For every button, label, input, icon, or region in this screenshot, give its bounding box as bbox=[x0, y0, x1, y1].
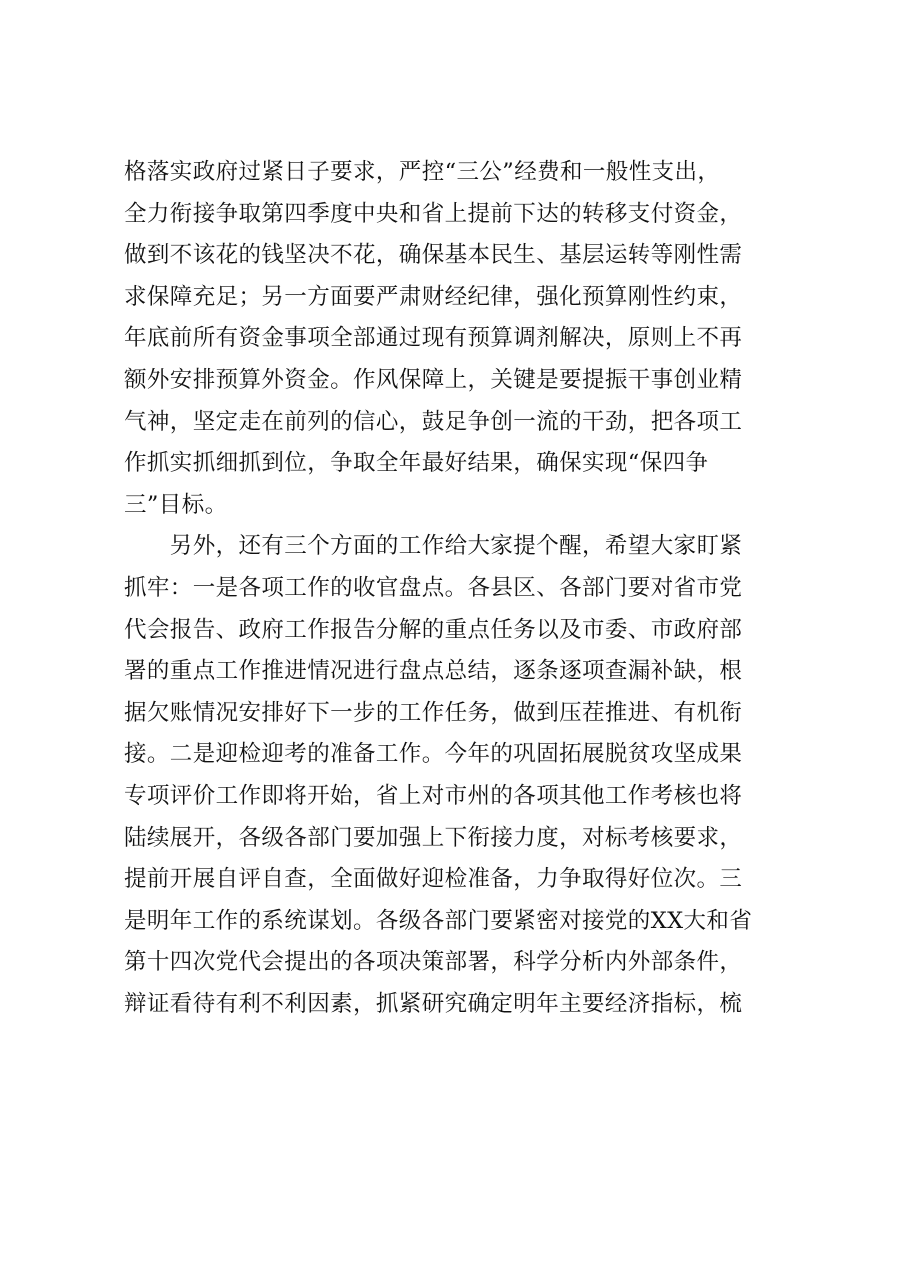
text-line: 据欠账情况安排好下一步的工作任务，做到压茬推进、有机衔 bbox=[124, 699, 743, 726]
text-line: 气神，坚定走在前列的信心，鼓足争创一流的干劲，把各项工 bbox=[124, 408, 743, 435]
text-line: 年底前所有资金事项全部通过现有预算调剂解决，原则上不再 bbox=[124, 325, 743, 352]
text-line: 是明年工作的系统谋划。各级各部门要紧密对接党的XX大和省 bbox=[124, 907, 753, 934]
text-line: 做到不该花的钱坚决不花，确保基本民生、基层运转等刚性需 bbox=[124, 242, 743, 269]
text-line: 额外安排预算外资金。作风保障上，关键是要提振干事创业精 bbox=[124, 366, 743, 393]
text-line: 辩证看待有利不利因素，抓紧研究确定明年主要经济指标，梳 bbox=[124, 990, 743, 1017]
text-line: 专项评价工作即将开始，省上对市州的各项其他工作考核也将 bbox=[124, 782, 743, 809]
text-line: 全力衔接争取第四季度中央和省上提前下达的转移支付资金， bbox=[124, 200, 743, 227]
text-line: 三”目标。 bbox=[124, 491, 228, 518]
body-text bbox=[124, 152, 804, 1025]
text-line: 格落实政府过紧日子要求，严控“三公”经费和一般性支出， bbox=[124, 159, 721, 185]
text-line: 署的重点工作推进情况进行盘点总结，逐条逐项查漏补缺，根 bbox=[124, 658, 743, 685]
text-line: 提前开展自评自查，全面做好迎检准备，力争取得好位次。三 bbox=[124, 866, 743, 893]
text-line: 第十四次党代会提出的各项决策部署，科学分析内外部条件， bbox=[124, 949, 743, 976]
text-line: 另外，还有三个方面的工作给大家提个醒，希望大家盯紧 bbox=[124, 533, 743, 560]
text-line: 抓牢：一是各项工作的收官盘点。各县区、各部门要对省市党 bbox=[124, 574, 743, 601]
text-line: 陆续展开，各级各部门要加强上下衔接力度，对标考核要求， bbox=[124, 824, 743, 851]
text-line: 接。二是迎检迎考的准备工作。今年的巩固拓展脱贫攻坚成果 bbox=[124, 741, 743, 768]
text-line: 求保障充足；另一方面要严肃财经纪律，强化预算刚性约束， bbox=[124, 283, 743, 310]
text-line: 代会报告、政府工作报告分解的重点任务以及市委、市政府部 bbox=[124, 616, 743, 643]
text-line: 作抓实抓细抓到位，争取全年最好结果，确保实现“保四争 bbox=[124, 450, 709, 477]
